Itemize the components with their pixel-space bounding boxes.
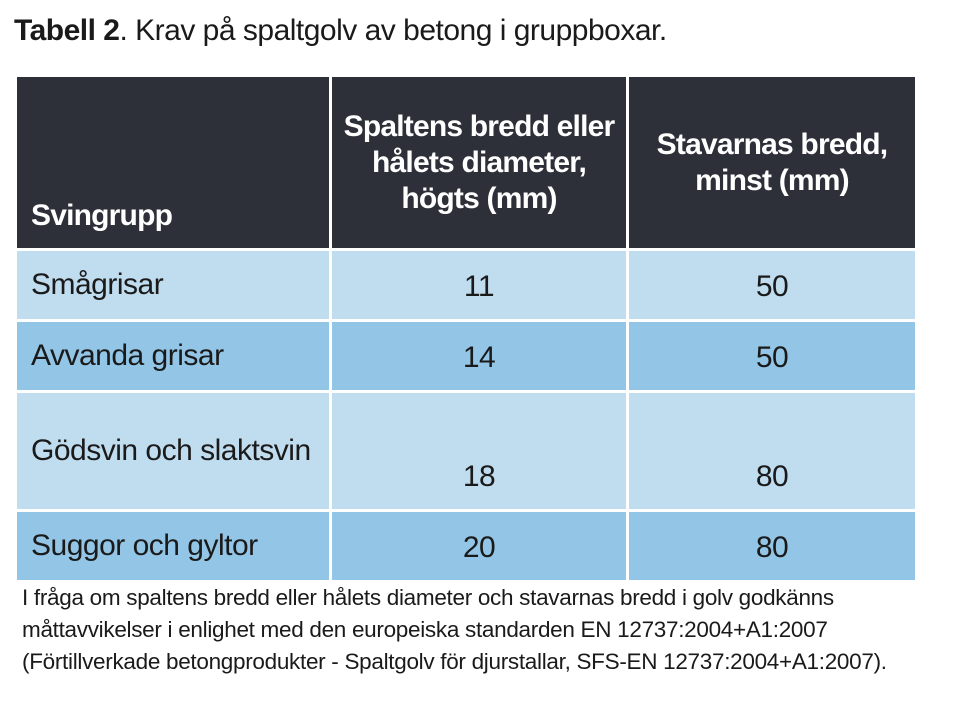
- header-svingrupp: Svingrupp: [17, 77, 329, 248]
- table-row: [17, 393, 915, 509]
- footnote-line: I fråga om spaltens bredd eller hålets diameter och stavarnas bredd i golv godkänns: [22, 585, 834, 610]
- cell-stavarnas-bredd: 80: [629, 512, 915, 580]
- cell-spaltens-bredd: 18: [332, 393, 626, 509]
- footnote-line: måttavvikelser i enlighet med den europeiska standarden EN 12737:2004+A1:2007: [22, 617, 828, 642]
- table-row: [17, 251, 915, 319]
- cell-stavarnas-bredd: 50: [629, 251, 915, 319]
- header-stavarnas-bredd: Stavarnas bredd, minst (mm): [629, 77, 915, 248]
- header-spaltens-bredd: Spaltens bredd eller hålets diameter, högts (mm): [332, 77, 626, 248]
- header-row: [17, 77, 915, 248]
- cell-stavarnas-bredd: 50: [629, 322, 915, 390]
- cell-stavarnas-bredd: 80: [629, 393, 915, 509]
- cell-spaltens-bredd: 11: [332, 251, 626, 319]
- footnote: [22, 582, 952, 678]
- table-caption: [14, 14, 667, 48]
- table-row: [17, 322, 915, 390]
- table-row: [17, 512, 915, 580]
- caption-text: . Krav på spaltgolv av betong i gruppboxar.: [119, 14, 667, 47]
- cell-svingrupp: Suggor och gyltor: [17, 512, 329, 580]
- footnote-line: (Förtillverkade betongprodukter - Spaltgolv för djurstallar, SFS-EN 12737:2004+A1:2007).: [22, 649, 887, 674]
- caption-label: Tabell 2: [14, 14, 120, 47]
- requirements-table: [14, 74, 918, 583]
- cell-spaltens-bredd: 20: [332, 512, 626, 580]
- cell-svingrupp: Gödsvin och slaktsvin: [17, 393, 329, 509]
- cell-svingrupp: Smågrisar: [17, 251, 329, 319]
- cell-spaltens-bredd: 14: [332, 322, 626, 390]
- cell-svingrupp: Avvanda grisar: [17, 322, 329, 390]
